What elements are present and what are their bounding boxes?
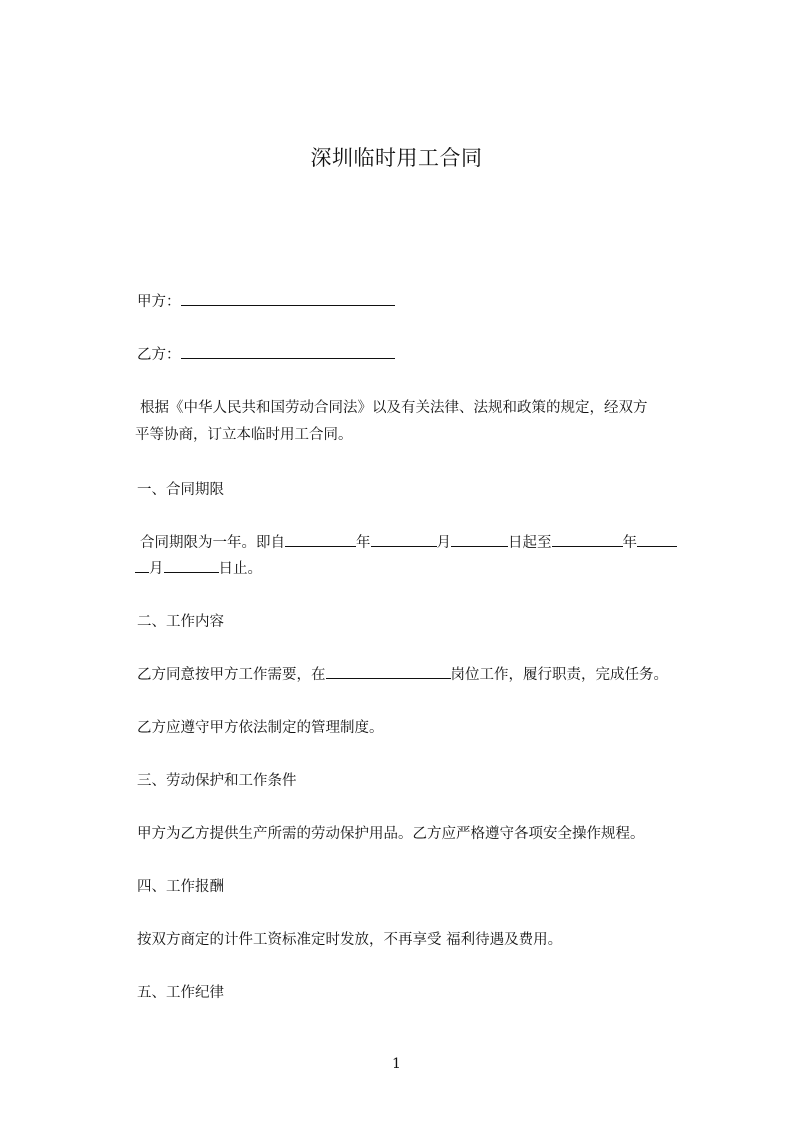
preamble-line-2: 平等协商，订立本临时用工合同。 <box>135 427 353 443</box>
preamble-line-1: 根据《中华人民共和国劳动合同法》以及有关法律、法规和政策的规定，经双方 <box>140 400 648 416</box>
start-year-blank <box>285 532 356 547</box>
section-4-heading: 四、工作报酬 <box>137 879 224 895</box>
end-day-blank <box>164 558 219 573</box>
party-a-blank <box>181 291 395 306</box>
protection-line: 甲方为乙方提供生产所需的劳动保护用品。乙方应严格遵守各项安全操作规程。 <box>137 826 645 842</box>
page-number: 1 <box>392 1056 401 1072</box>
document-title: 深圳临时用工合同 <box>310 146 483 170</box>
term-year-2: 年 <box>622 535 637 551</box>
term-line-2 <box>135 558 262 579</box>
party-b-line <box>137 344 395 365</box>
start-month-blank <box>371 532 437 547</box>
start-day-blank <box>451 532 508 547</box>
term-prefix: 合同期限为一年。即自 <box>140 535 285 551</box>
pay-line: 按双方商定的计件工资标准定时发放，不再享受 福利待遇及费用。 <box>137 932 563 948</box>
party-a-line <box>137 291 395 312</box>
work-text-prefix: 乙方同意按甲方工作需要，在 <box>137 667 326 683</box>
work-content-line <box>137 664 668 685</box>
section-5-heading: 五、工作纪律 <box>137 985 224 1001</box>
work-text-suffix: 岗位工作，履行职责，完成任务。 <box>450 667 668 683</box>
section-1-heading: 一、合同期限 <box>137 482 224 498</box>
end-month-blank-part1 <box>637 532 677 547</box>
section-2-heading: 二、工作内容 <box>137 614 224 630</box>
term-line-1 <box>140 532 677 553</box>
term-day-2: 日止。 <box>218 561 262 577</box>
term-month-1: 月 <box>436 535 451 551</box>
term-month-2: 月 <box>149 561 164 577</box>
party-b-blank <box>181 344 395 359</box>
party-b-label: 乙方： <box>137 347 181 363</box>
end-month-blank-part2 <box>135 558 149 573</box>
end-year-blank <box>552 532 623 547</box>
position-blank <box>326 664 451 679</box>
section-3-heading: 三、劳动保护和工作条件 <box>137 773 297 789</box>
term-day-1: 日起至 <box>508 535 552 551</box>
work-rules-line: 乙方应遵守甲方依法制定的管理制度。 <box>137 720 384 736</box>
party-a-label: 甲方： <box>137 294 181 310</box>
term-year-1: 年 <box>356 535 371 551</box>
